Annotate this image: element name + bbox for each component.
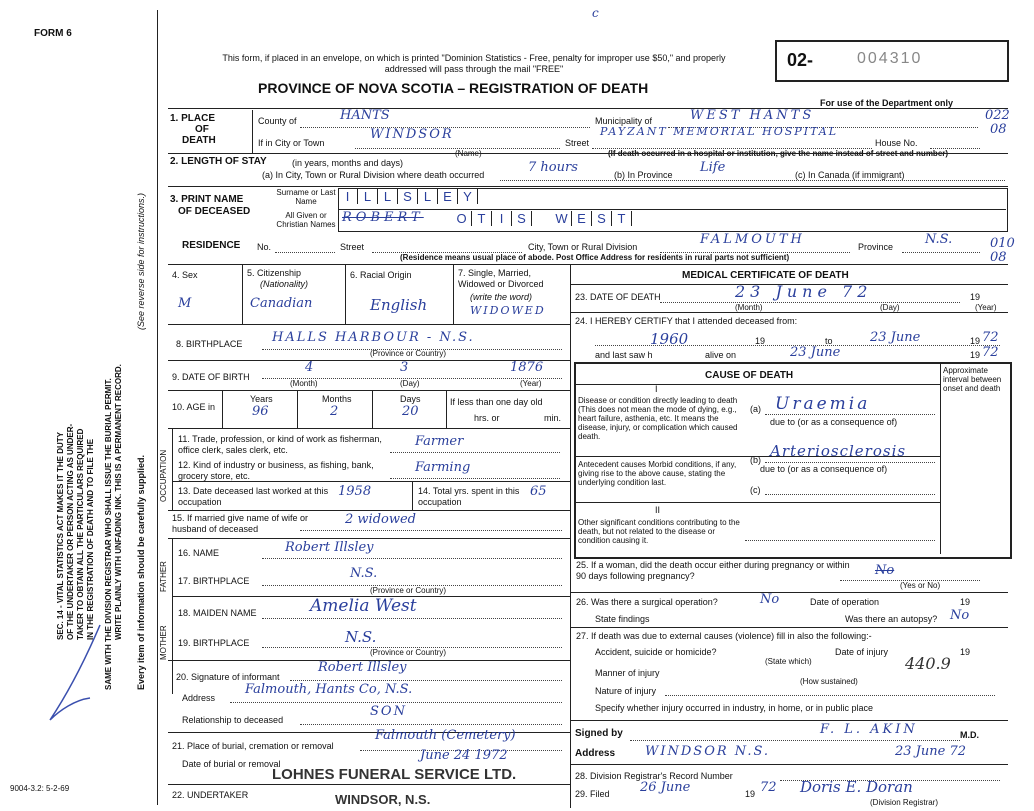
days-label: Days <box>400 394 421 404</box>
street-label: Street <box>565 138 590 148</box>
attended-to-19: 19 <box>970 336 981 346</box>
place-of: OF <box>195 124 209 135</box>
municipality-value: WEST HANTS <box>690 108 815 123</box>
residence-province: N.S. <box>925 232 953 247</box>
q18-label: 18. MAIDEN NAME <box>178 608 257 618</box>
q26-value: No <box>760 592 780 607</box>
form-label: FORM 6 <box>34 28 72 39</box>
q11-label: 11. Trade, profession, or kind of work as fisherman, office clerk, sales clerk, etc. <box>178 434 382 455</box>
mother-province-caption: (Province or Country) <box>370 648 447 657</box>
racial-label: 6. Racial Origin <box>350 270 412 280</box>
stay-a-label: (a) In City, Town or Rural Division where death occurred <box>262 170 485 180</box>
city-value: WINDSOR <box>370 127 454 142</box>
citizenship-value: Canadian <box>250 296 313 311</box>
surname-letter: Y <box>458 189 478 204</box>
name-of-deceased: OF DECEASED <box>178 206 251 217</box>
place-section-label: 1. PLACE <box>170 113 216 124</box>
address-value: Falmouth, Hants Co, N.S. <box>245 682 413 697</box>
code-4: 08 <box>990 250 1007 265</box>
marital-sub: (write the word) <box>470 292 533 302</box>
q13-value: 1958 <box>338 484 372 499</box>
dob-label: 9. DATE OF BIRTH <box>172 372 250 382</box>
print-code: 9004-3.2: 5-2-69 <box>10 784 70 793</box>
q23-label: 23. DATE OF DEATH <box>575 292 661 302</box>
place-death: DEATH <box>182 135 216 146</box>
age-label: 10. AGE in <box>172 402 216 412</box>
undertaker-stamp-town: WINDSOR, N.S. <box>335 792 431 807</box>
q24-label: 24. I HEREBY CERTIFY that I attended deceased from: <box>575 316 798 326</box>
given-letter: S <box>592 211 612 226</box>
margin-scribble <box>30 620 110 730</box>
q11-value: Farmer <box>415 434 464 449</box>
top-notice: This form, if placed in an envelope, on which is printed "Dominion Statistics - Free, penalty for improper use $50," and properly addressed will pass through the mail "FREE" <box>222 53 726 74</box>
due-to-b: due to (or as a consequence of) <box>760 464 888 474</box>
q20-label: 20. Signature of informant <box>176 672 280 682</box>
given-letter: T <box>612 211 632 226</box>
code-3: 010 <box>990 236 1015 251</box>
hrs-label: hrs. or <box>474 413 500 423</box>
medical-title: MEDICAL CERTIFICATE OF DEATH <box>682 270 849 281</box>
code-1: 022 <box>985 108 1010 123</box>
dod-value: 23 June 72 <box>735 282 873 301</box>
q27-label: 27. If death was due to external causes (violence) fill in also the following:- <box>576 631 872 641</box>
surname-letter: I <box>338 189 358 204</box>
municipality-label: Municipality of <box>595 116 653 126</box>
occupation-side-label: OCCUPATION <box>159 449 168 502</box>
burial-date-label: Date of burial or removal <box>182 759 281 769</box>
side-note-supply: Every item of information should be carefully supplied. <box>136 454 146 690</box>
yes-no-caption: (Yes or No) <box>900 581 941 590</box>
signed-value: F. L. AKIN <box>820 722 918 737</box>
house-label: House No. <box>875 138 918 148</box>
burial-date: June 24 1972 <box>420 748 508 763</box>
street-caption: (If death occurred in a hospital or institution, give the name instead of street and number) <box>608 149 949 158</box>
residence-city-label: City, Town or Rural Division <box>528 242 638 252</box>
county-label: County of <box>258 116 297 126</box>
birthplace-value: HALLS HARBOUR - N.S. <box>272 330 475 345</box>
stay-a-value: 7 hours <box>528 160 578 175</box>
med-address-label: Address <box>575 748 616 759</box>
filed-19: 19 <box>745 789 756 799</box>
dept-use-label: For use of the Department only <box>820 98 954 108</box>
q25-label: 25. If a woman, did the death occur either during pregnancy or within 90 days following pregnancy? <box>576 560 850 581</box>
q15-label: 15. If married give name of wife or husband of deceased <box>172 513 309 534</box>
q21-label: 21. Place of burial, cremation or removal <box>172 741 334 751</box>
side-notice-4: IN THE REGISTRATION OF DEATH AND TO FILE THE <box>86 438 95 640</box>
q19-label: 19. BIRTHPLACE <box>178 638 250 648</box>
stay-c-label: (c) In Canada (if immigrant) <box>795 170 905 180</box>
age-months: 2 <box>330 404 339 419</box>
city-label: If in City or Town <box>258 138 325 148</box>
last-seen-year: 72 <box>982 345 999 360</box>
autopsy-label: Was there an autopsy? <box>845 614 938 624</box>
cause-b-value: Arteriosclerosis <box>770 442 907 460</box>
cause-c-letter: (c) <box>750 485 761 495</box>
q17-label: 17. BIRTHPLACE <box>178 576 250 586</box>
alive-on-label: alive on <box>705 350 737 360</box>
registrar-caption: (Division Registrar) <box>870 798 939 807</box>
dob-year-caption: (Year) <box>520 379 542 388</box>
dod-year-caption: (Year) <box>975 303 997 312</box>
findings-label: State findings <box>595 614 650 624</box>
q28-label: 28. Division Registrar's Record Number <box>575 771 733 781</box>
q12-label: 12. Kind of industry or business, as fishing, bank, grocery store, etc. <box>178 460 374 481</box>
dod-day-caption: (Day) <box>880 303 900 312</box>
stay-b-label: (b) In Province <box>614 170 673 180</box>
citizenship-sub: (Nationality) <box>260 279 309 289</box>
stay-sub: (in years, months and days) <box>292 158 404 168</box>
q26-label: 26. Was there a surgical operation? <box>576 597 718 607</box>
name-section-label: 3. PRINT NAME <box>170 194 244 205</box>
injury-date-label: Date of injury <box>835 647 889 657</box>
q20-value: Robert Illsley <box>318 660 407 675</box>
marital-value: WIDOWED <box>470 304 546 317</box>
how-sustained: (How sustained) <box>800 677 858 686</box>
name-caption: (Name) <box>455 149 482 158</box>
months-label: Months <box>322 394 352 404</box>
relationship-value: SON <box>370 704 407 719</box>
surname-letter: L <box>358 189 378 204</box>
roman-one: I <box>655 384 658 394</box>
manner-label: Manner of injury <box>595 668 660 678</box>
left-margin-line <box>157 10 158 805</box>
q14-label: 14. Total yrs. spent in this occupation <box>418 486 520 507</box>
stay-section-label: 2. LENGTH OF STAY <box>170 156 267 167</box>
dob-month-caption: (Month) <box>290 379 318 388</box>
residence-street-label: Street <box>340 242 365 252</box>
due-to-a: due to (or as a consequence of) <box>770 417 898 427</box>
attended-from: 1960 <box>650 330 689 348</box>
undertaker-stamp: LOHNES FUNERAL SERVICE LTD. <box>272 766 517 783</box>
age-years: 96 <box>252 404 269 419</box>
dod-month-caption: (Month) <box>735 303 763 312</box>
filed-value: 26 June <box>640 780 691 795</box>
surname-letters <box>338 189 478 204</box>
residence-caption: (Residence means usual place of abode. Post Office Address for residents in rural parts not sufficient) <box>400 253 790 262</box>
q14-value: 65 <box>530 484 547 499</box>
stay-b-value: Life <box>700 160 726 175</box>
relationship-label: Relationship to deceased <box>182 715 284 725</box>
birthplace-caption: (Province or Country) <box>370 349 447 358</box>
reg-number: 004310 <box>857 50 923 67</box>
given-letter: I <box>492 211 512 226</box>
other-label: Other significant conditions contributing to the death, but not related to the disease or condition causing it. <box>578 518 740 545</box>
side-notice-2: OF THE UNDERTAKER OR PERSON ACTING AS UNDER- <box>66 423 75 640</box>
given-letter: W <box>552 211 572 226</box>
op-date-19: 19 <box>960 597 971 607</box>
dob-year: 1876 <box>510 360 544 375</box>
residence-no-label: No. <box>257 242 272 252</box>
surname-letter: L <box>418 189 438 204</box>
cause-a-letter: (a) <box>750 404 761 414</box>
page-title: PROVINCE OF NOVA SCOTIA – REGISTRATION OF DEATH <box>258 80 649 96</box>
dob-day: 3 <box>400 360 409 375</box>
county-value: HANTS <box>340 108 390 123</box>
citizenship-label: 5. Citizenship <box>247 268 302 278</box>
registration-number-box <box>775 40 1009 82</box>
dob-day-caption: (Day) <box>400 379 420 388</box>
cause-a-value: Uraemia <box>775 394 871 414</box>
q13-label: 13. Date deceased last worked at this occupation <box>178 486 329 507</box>
street-value: PAYZANT MEMORIAL HOSPITAL <box>600 125 839 138</box>
autopsy-value: No <box>950 608 970 623</box>
operation-date-label: Date of operation <box>810 597 880 607</box>
lessday-label: If less than one day old <box>450 397 543 407</box>
surname-letter: E <box>438 189 458 204</box>
q18-value: Amelia West <box>310 596 417 616</box>
cause-title: CAUSE OF DEATH <box>705 370 794 381</box>
given-letter: E <box>572 211 592 226</box>
dod-nineteen: 19 <box>970 292 981 302</box>
q19-value: N.S. <box>345 628 377 646</box>
specify-label: Specify whether injury occurred in industry, in home, or in public place <box>595 703 873 713</box>
q29-label: 29. Filed <box>575 789 610 799</box>
given-letter: T <box>472 211 492 226</box>
father-province-caption: (Province or Country) <box>370 586 447 595</box>
q12-value: Farming <box>415 460 471 475</box>
years-label: Years <box>250 394 273 404</box>
side-notice-6: WRITE PLAINLY WITH UNFADING INK. THIS IS A PERMANENT RECORD. <box>114 364 123 640</box>
birthplace-label: 8. BIRTHPLACE <box>176 339 243 349</box>
q15-value: 2 widowed <box>345 512 416 527</box>
last-seen-label: and last saw h <box>595 350 653 360</box>
code-2: 08 <box>990 122 1007 137</box>
attended-to-label: to <box>825 336 833 346</box>
reg-prefix: 02- <box>787 50 814 70</box>
marital-label: 7. Single, Married, Widowed or Divorced <box>458 268 544 289</box>
q16-value: Robert Illsley <box>285 540 374 555</box>
state-which: (State which) <box>765 657 812 666</box>
surname-letter: S <box>398 189 418 204</box>
accident-label: Accident, suicide or homicide? <box>595 647 717 657</box>
side-notice-1: SEC. 14 - VITAL STATISTICS ACT MAKES IT THE DUTY <box>56 431 65 640</box>
last-seen-date: 23 June <box>790 345 841 360</box>
roman-two: II <box>655 505 661 515</box>
given-label: All Given or Christian Names <box>276 211 336 229</box>
sign-date: 23 June 72 <box>895 744 966 759</box>
residence-province-label: Province <box>858 242 894 252</box>
last-seen-19: 19 <box>970 350 981 360</box>
mother-side-label: MOTHER <box>159 625 168 660</box>
registrar-signature: Doris E. Doran <box>800 778 913 796</box>
md-label: M.D. <box>960 730 979 740</box>
q22-label: 22. UNDERTAKER <box>172 790 249 800</box>
given-struck: ROBERT <box>342 210 424 225</box>
corner-mark: c <box>592 6 599 20</box>
residence-label: RESIDENCE <box>182 240 241 251</box>
given-letters <box>452 211 632 226</box>
q17-value: N.S. <box>350 566 378 581</box>
filed-year: 72 <box>760 780 777 795</box>
q21-value: Falmouth (Cemetery) <box>375 728 516 743</box>
cause-b-letter: (b) <box>750 455 761 465</box>
given-letter: S <box>512 211 532 226</box>
given-letter: O <box>452 211 472 226</box>
side-notice-5: SAME WITH THE DIVISION REGISTRAR WHO SHALL ISSUE THE BURIAL PERMIT. <box>104 378 113 690</box>
disease-label: Disease or condition directly leading to death (This does not mean the mode of dying, e.g., heart failure, asthenia, etc. It means the disease, injury, or complication which caused death. <box>578 396 738 441</box>
code-4409: 440.9 <box>905 654 951 673</box>
surname-letter: L <box>378 189 398 204</box>
attended-to: 23 June <box>870 330 921 345</box>
surname-label: Surname or Last Name <box>276 188 336 206</box>
signed-by-label: Signed by <box>575 728 623 739</box>
interval-label: Approximate interval between onset and death <box>943 366 1002 393</box>
injury-date-19: 19 <box>960 647 971 657</box>
min-label: min. <box>544 413 562 423</box>
attended-from-19: 19 <box>755 336 766 346</box>
attended-to-year: 72 <box>982 330 999 345</box>
father-side-label: FATHER <box>159 561 168 592</box>
med-address-value: WINDSOR N.S. <box>645 744 771 759</box>
dob-month: 4 <box>305 360 314 375</box>
address-label: Address <box>182 693 216 703</box>
age-days: 20 <box>402 404 419 419</box>
sex-value: M <box>178 296 192 311</box>
nature-label: Nature of injury <box>595 686 657 696</box>
q16-label: 16. NAME <box>178 548 220 558</box>
q25-value: No <box>875 563 895 578</box>
residence-city: FALMOUTH <box>700 232 805 247</box>
racial-value: English <box>370 296 428 314</box>
side-notice-3: TAKER TO OBTAIN ALL THE PARTICULARS REQUIRED <box>76 428 85 640</box>
antecedent-label: Antecedent causes Morbid conditions, if any, giving rise to the above cause, stating the underlying condition last. <box>578 460 737 487</box>
sex-label: 4. Sex <box>172 270 198 280</box>
side-note-instructions: (See reverse side for instructions.) <box>136 192 146 330</box>
